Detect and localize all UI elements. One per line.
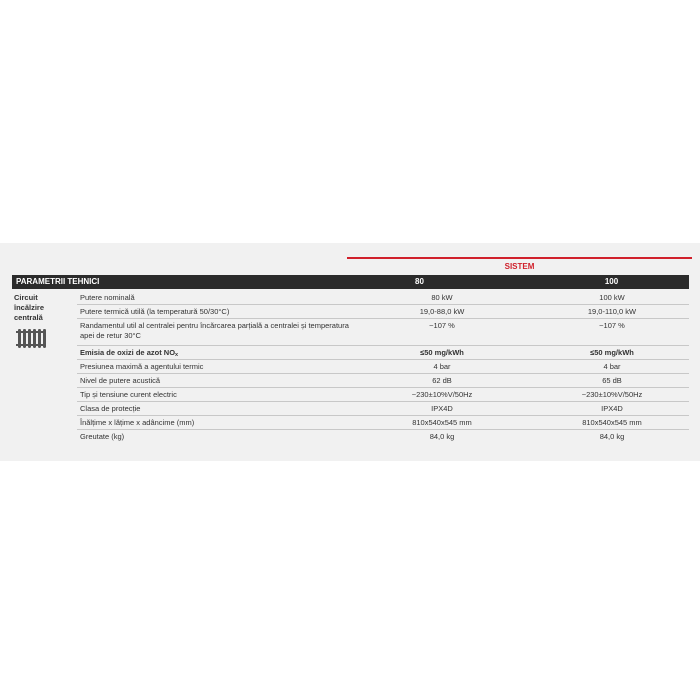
table-row: [77, 319, 689, 346]
header-model-80: 80: [415, 277, 424, 286]
table-row: [77, 291, 689, 305]
row-label: Înălțime x lățime x adâncime (mm): [80, 418, 195, 427]
specifications-table: [77, 291, 689, 443]
row-label: Putere nominală: [80, 293, 135, 302]
value-model-80: ~107 %: [429, 321, 455, 330]
value-model-80: IPX4D: [431, 404, 453, 413]
value-model-80: 19,0-88,0 kW: [419, 307, 465, 316]
value-model-100: ~230±10%V/50Hz: [581, 390, 643, 399]
value-model-100: ~107 %: [599, 321, 625, 330]
row-label: Greutate (kg): [80, 432, 125, 441]
table-header: [12, 275, 689, 289]
row-label: Putere termică utilă (la temperatură 50/30°C): [80, 307, 230, 316]
value-model-80: 80 kW: [431, 293, 453, 302]
row-label: [80, 348, 355, 360]
value-model-80: 62 dB: [432, 376, 452, 385]
radiator-icon: [16, 327, 46, 349]
table-row: [77, 346, 689, 360]
row-label: Clasa de protecție: [80, 404, 141, 413]
section-label: Circuit încălzire centrală: [14, 293, 45, 322]
value-model-100: 100 kW: [599, 293, 625, 302]
table-row: [77, 360, 689, 374]
value-model-80: 84,0 kg: [429, 432, 455, 441]
row-label-text: Emisia de oxizi de azot NO: [80, 348, 176, 357]
table-row: [77, 305, 689, 319]
value-model-100: 4 bar: [603, 362, 621, 371]
table-row: [77, 388, 689, 402]
table-row: [77, 374, 689, 388]
row-label: Presiunea maximă a agentului termic: [80, 362, 204, 371]
row-label: Randamentul util al centralei pentru încărcarea parțială a centralei și temperatura apei de retur 30°C: [80, 321, 349, 340]
value-model-80: ~230±10%V/50Hz: [411, 390, 473, 399]
value-model-100: ≤50 mg/kWh: [590, 348, 634, 357]
table-row: [77, 430, 689, 443]
row-label: Nivel de putere acustică: [80, 376, 161, 385]
value-model-80: 810x540x545 mm: [412, 418, 472, 427]
row-label: Tip și tensiune curent electric: [80, 390, 177, 399]
value-model-100: IPX4D: [601, 404, 623, 413]
value-model-100: 810x540x545 mm: [582, 418, 642, 427]
value-model-100: 84,0 kg: [599, 432, 625, 441]
sistem-accent-bar: [347, 257, 692, 259]
table-row: [77, 402, 689, 416]
table-row: [77, 416, 689, 430]
value-model-80: 4 bar: [433, 362, 451, 371]
value-model-100: 65 dB: [602, 376, 622, 385]
header-parameters: PARAMETRII TEHNICI: [16, 277, 100, 286]
value-model-100: 19,0-110,0 kW: [587, 307, 637, 316]
sistem-label: SISTEM: [504, 262, 535, 271]
row-label-subscript: x: [175, 352, 179, 358]
specifications-panel: [0, 243, 700, 461]
header-model-100: 100: [604, 277, 619, 286]
value-model-80: ≤50 mg/kWh: [420, 348, 464, 357]
